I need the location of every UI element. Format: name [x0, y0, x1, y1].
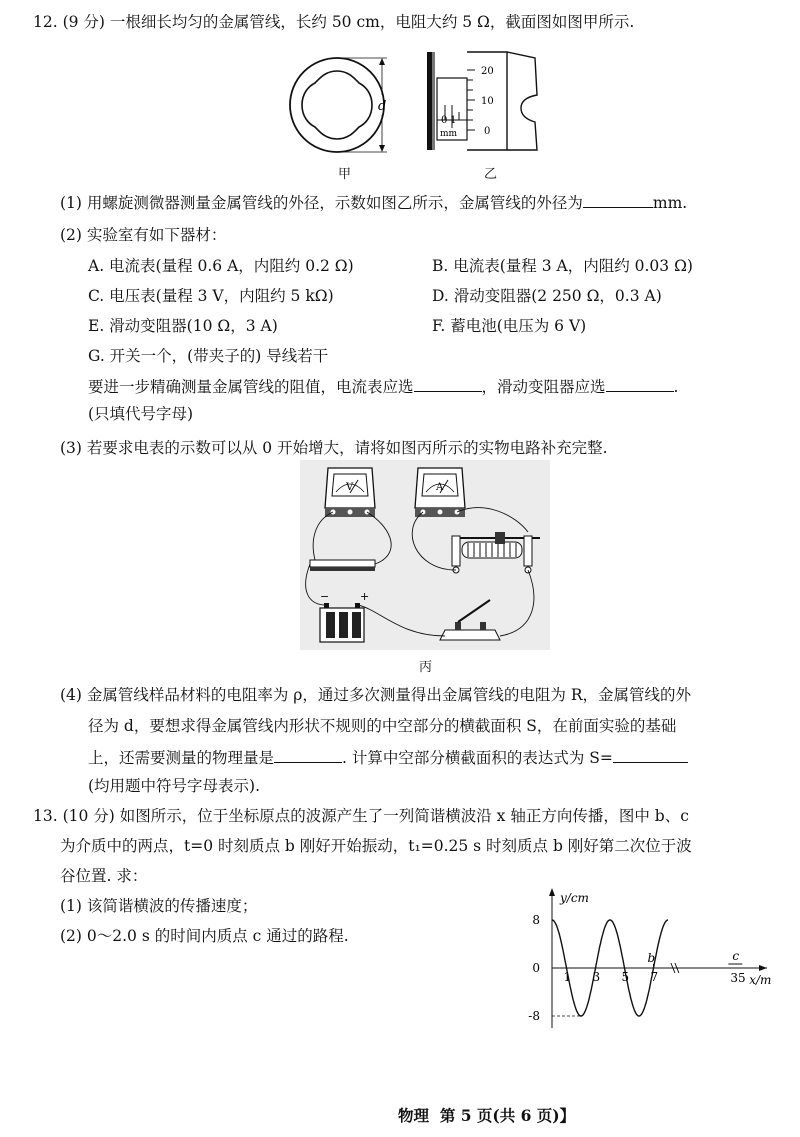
option-f: F. 蓄电池(电压为 6 V): [432, 317, 587, 335]
ammeter: [415, 468, 465, 517]
footer-subject: 物理: [398, 1106, 430, 1125]
svg-text:10: 10: [481, 96, 494, 107]
q12-header: 12. (9 分) 一根细长均匀的金属管线，长约 50 cm，电阻大约 5 Ω，截面图如图甲所示.: [33, 13, 635, 31]
answer-blank-area-expression[interactable]: [613, 747, 688, 763]
figure-bing-circuit: [300, 460, 550, 650]
q13-line2: 为介质中的两点，t=0 时刻质点 b 刚好开始振动，t₁=0.25 s 时刻质点 b 刚好第二次位于波: [60, 837, 692, 855]
svg-text:A: A: [436, 482, 444, 493]
q12-part2-question: 要进一步精确测量金属管线的阻值，电流表应选 ，滑动变阻器应选 .: [88, 378, 679, 396]
caption-yi: 乙: [484, 167, 498, 182]
q12-part1: (1) 用螺旋测微器测量金属管线的外径，示数如图乙所示，金属管线的外径为 mm.: [60, 194, 688, 212]
q12-part4-line3: 上，还需要测量的物理量是 . 计算中空部分横截面积的表达式为 S=: [88, 747, 688, 768]
q13-sub2: (2) 0～2.0 s 的时间内质点 c 通过的路程.: [60, 927, 349, 945]
option-e: E. 滑动变阻器(10 Ω，3 A): [88, 317, 278, 335]
option-c: C. 电压表(量程 3 V，内阻约 5 kΩ): [88, 287, 334, 305]
y-tick-label: 8: [532, 913, 540, 927]
answer-blank-diameter[interactable]: [583, 192, 653, 208]
q13-line1: 13. (10 分) 如图所示，位于坐标原点的波源产生了一列简谐横波沿 x 轴正方向传播，图中 b、c: [33, 807, 689, 825]
voltmeter: [325, 468, 375, 517]
wave-chart: [515, 880, 780, 1040]
y-axis-arrow: [549, 888, 555, 896]
option-g: G. 开关一个，(带夹子的) 导线若干: [88, 347, 329, 365]
x-tick-label: 35: [730, 971, 746, 985]
y-tick-label: 0: [532, 961, 540, 975]
q12-part2-note: (只填代号字母): [88, 405, 194, 423]
x-tick-label: 1: [563, 970, 572, 984]
outer-circle: [290, 58, 387, 152]
svg-text:20: 20: [481, 66, 494, 77]
svg-text:+: +: [360, 590, 370, 603]
y-tick-label: -8: [528, 1009, 540, 1023]
q12-part3: (3) 若要求电表的示数可以从 0 开始增大，请将如图丙所示的实物电路补充完整.: [60, 439, 608, 457]
q13-line3: 谷位置. 求：: [60, 867, 148, 885]
q12-part4-line4: (均用题中符号字母表示).: [88, 777, 261, 795]
y-axis-label: y/cm: [560, 891, 589, 905]
metal-tube-sample: [310, 560, 375, 571]
q12-part4-line2: 径为 d，要想求得金属管线内形状不规则的中空部分的横截面积 S，在前面实验的基础: [88, 717, 677, 735]
q13-sub1: (1) 该简谐横波的传播速度；: [60, 897, 258, 915]
caption-jia: 甲: [338, 167, 352, 182]
q12-part2: (2) 实验室有如下器材：: [60, 226, 227, 244]
x-axis-arrow: [759, 965, 767, 971]
figure-jia: [285, 55, 410, 170]
answer-blank-quantity[interactable]: [274, 747, 342, 763]
footer: [398, 1106, 575, 1126]
inner-hollow-shape: [302, 71, 372, 139]
option-b: B. 电流表(量程 3 A，内阻约 0.03 Ω): [432, 257, 693, 275]
svg-text:−: −: [320, 590, 330, 603]
option-a: A. 电流表(量程 0.6 A，内阻约 0.2 Ω): [88, 257, 354, 275]
x-tick-label: 5: [621, 970, 630, 984]
caption-bing: 丙: [419, 660, 433, 675]
svg-text:0: 0: [484, 126, 491, 137]
option-d: D. 滑动变阻器(2 250 Ω，0.3 A): [432, 287, 662, 305]
answer-blank-rheostat[interactable]: [606, 376, 674, 392]
point-label-c: c: [732, 949, 740, 963]
q12-part4-line1: (4) 金属管线样品材料的电阻率为 ρ，通过多次测量得出金属管线的电阻为 R，金属管线的外: [60, 686, 692, 704]
diameter-label: d: [378, 99, 387, 114]
figure-yi-micrometer: [425, 50, 550, 160]
svg-text:0: 0: [441, 115, 448, 126]
point-label-b: b: [647, 951, 656, 965]
answer-blank-ammeter[interactable]: [414, 376, 482, 392]
footer-page: 第 5 页(共 6 页)】: [439, 1106, 576, 1125]
svg-text:mm: mm: [440, 129, 458, 139]
x-axis-label: x/m: [749, 973, 772, 987]
svg-text:1: 1: [450, 115, 457, 126]
x-tick-label: 7: [650, 970, 659, 984]
x-tick-label: 3: [592, 970, 601, 984]
svg-text:V: V: [346, 482, 354, 493]
